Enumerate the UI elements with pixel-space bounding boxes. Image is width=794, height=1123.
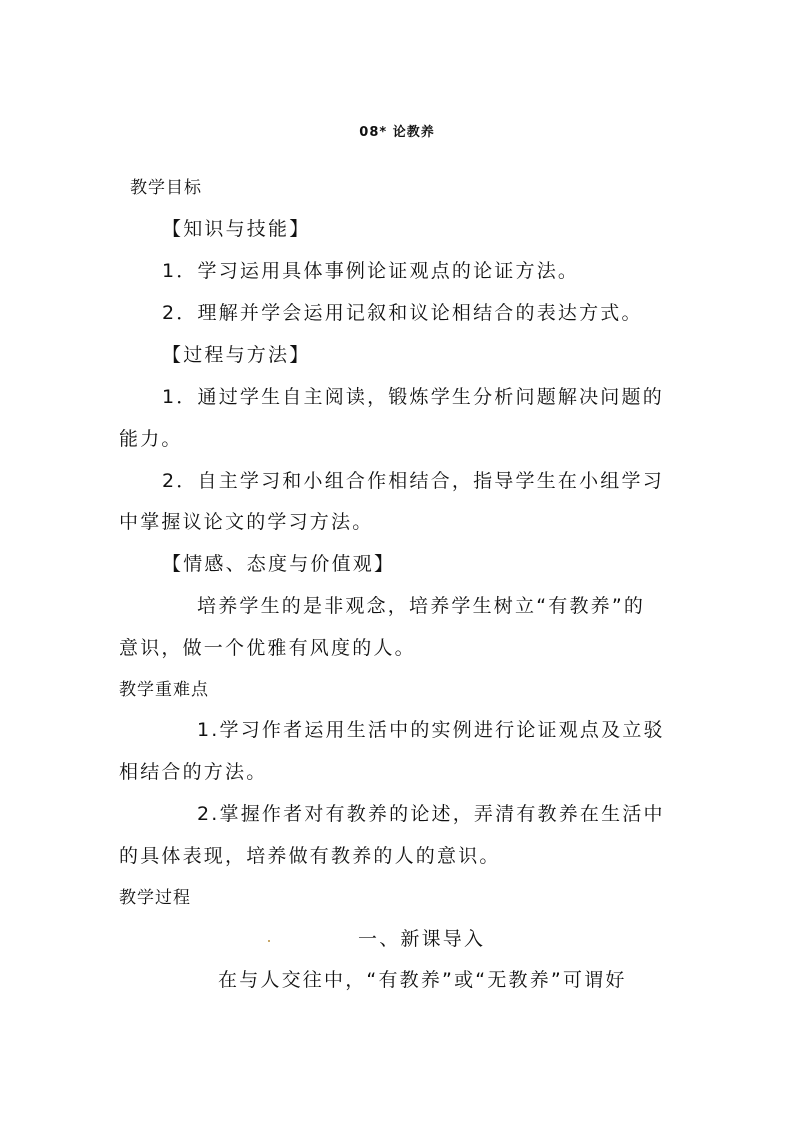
subheading-emotion-values: 【情感、态度与价值观】 (162, 553, 396, 575)
section-heading-key-points: 教学重难点 (119, 680, 209, 700)
section-heading-objectives: 教学目标 (130, 178, 202, 198)
paragraph-line: 的具体表现，培养做有教养的人的意识。 (119, 845, 501, 867)
paragraph-line: 2．自主学习和小组合作相结合，指导学生在小组学习 (162, 470, 664, 492)
page-title: 08* 论教养 (359, 125, 435, 140)
paragraph-line: 1．通过学生自主阅读，锻炼学生分析问题解决问题的 (162, 386, 664, 408)
subheading-knowledge-skills: 【知识与技能】 (162, 218, 311, 240)
paragraph-line: 2．理解并学会运用记叙和议论相结合的表达方式。 (162, 302, 643, 324)
paragraph-line: 意识，做一个优雅有风度的人。 (119, 637, 416, 659)
paragraph-line: 能力。 (119, 428, 183, 450)
subsection-heading-intro: 一、新课导入 (358, 928, 486, 950)
stray-dot (268, 940, 270, 942)
paragraph-line: 相结合的方法。 (119, 761, 268, 783)
paragraph-line: 1.学习作者运用生活中的实例进行论证观点及立驳 (197, 719, 665, 741)
paragraph-line: 1．学习运用具体事例论证观点的论证方法。 (162, 260, 580, 282)
subheading-process-method: 【过程与方法】 (162, 344, 311, 366)
paragraph-line: 2.掌握作者对有教养的论述，弄清有教养在生活中 (197, 803, 665, 825)
paragraph-line: 培养学生的是非观念，培养学生树立“有教养”的 (197, 595, 646, 617)
section-heading-process: 教学过程 (119, 888, 191, 908)
paragraph-line: 中掌握议论文的学习方法。 (119, 511, 374, 533)
paragraph-line: 在与人交往中，“有教养”或“无教养”可谓好 (218, 969, 627, 991)
